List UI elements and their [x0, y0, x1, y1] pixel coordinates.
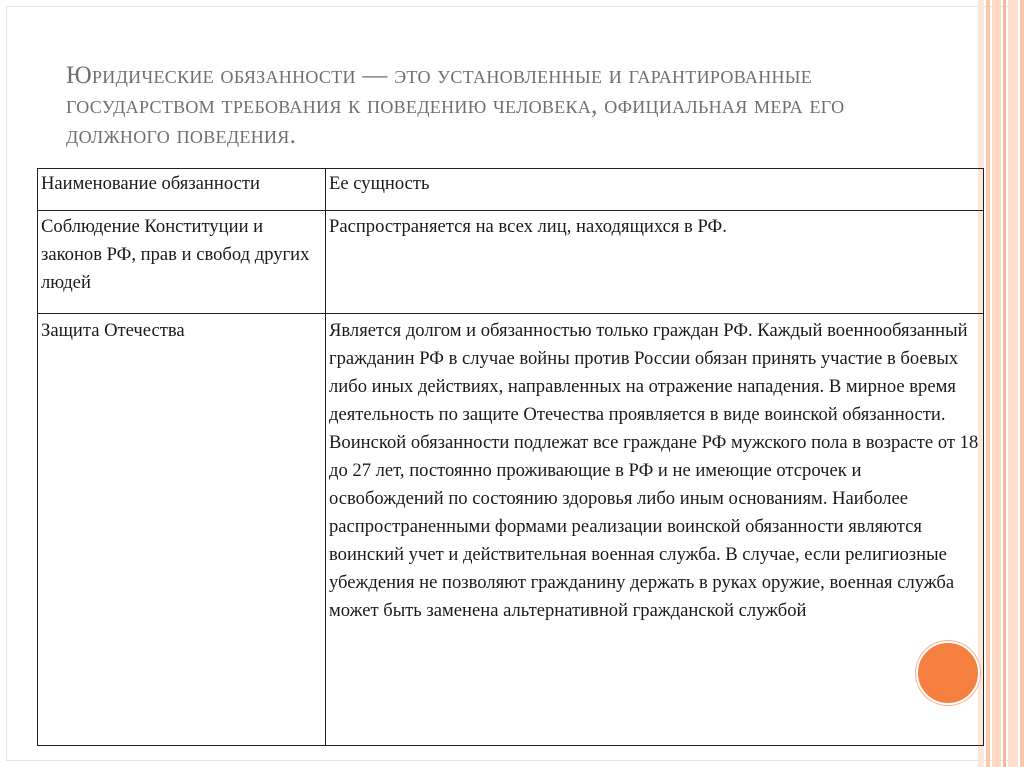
decorative-orange-circle	[916, 641, 980, 705]
header-cell-name: Наименование обязанности	[38, 169, 326, 211]
table-row	[38, 314, 984, 746]
duties-table	[37, 168, 984, 746]
stripe	[986, 0, 990, 767]
duty-essence-cell: Распространяется на всех лиц, находящихся в РФ.	[326, 211, 984, 314]
header-cell-essence: Ее сущность	[326, 169, 984, 211]
table-row	[38, 211, 984, 314]
decorative-stripes	[978, 0, 1024, 767]
stripe	[1003, 0, 1006, 767]
stripe	[992, 0, 1001, 767]
duty-name-cell: Защита Отечества	[38, 314, 326, 746]
page-title: Юридические обязанности — это установленные и гарантированные государством требования к поведению человека, официальная мера его должного поведения.	[66, 62, 845, 149]
stripe	[1020, 0, 1024, 767]
table-header-row	[38, 169, 984, 211]
stripe	[1008, 0, 1018, 767]
duty-essence-cell: Является долгом и обязанностью только граждан РФ. Каждый военнообязанный гражданин РФ в случае войны против России обязан принять участие в боевых либо иных действиях, направленных на отражение нападения. В мирное время деятельность по защите Отечества проявляется в виде воинской обязанности. Воинской обязанности подлежат все граждане РФ мужского пола в возрасте от 18 до 27 лет, постоянно проживающие в РФ и не имеющие отсрочек и освобождений по состоянию здоровья либо иным основаниям. Наиболее распространенными формами реализации воинской обязанности являются воинский учет и действительная военная служба. В случае, если религиозные убеждения не позволяют гражданину держать в руках оружие, военная служба может быть заменена альтернативной гражданской службой	[326, 314, 984, 746]
duty-name-cell: Соблюдение Конституции и законов РФ, прав и свобод других людей	[38, 211, 326, 314]
